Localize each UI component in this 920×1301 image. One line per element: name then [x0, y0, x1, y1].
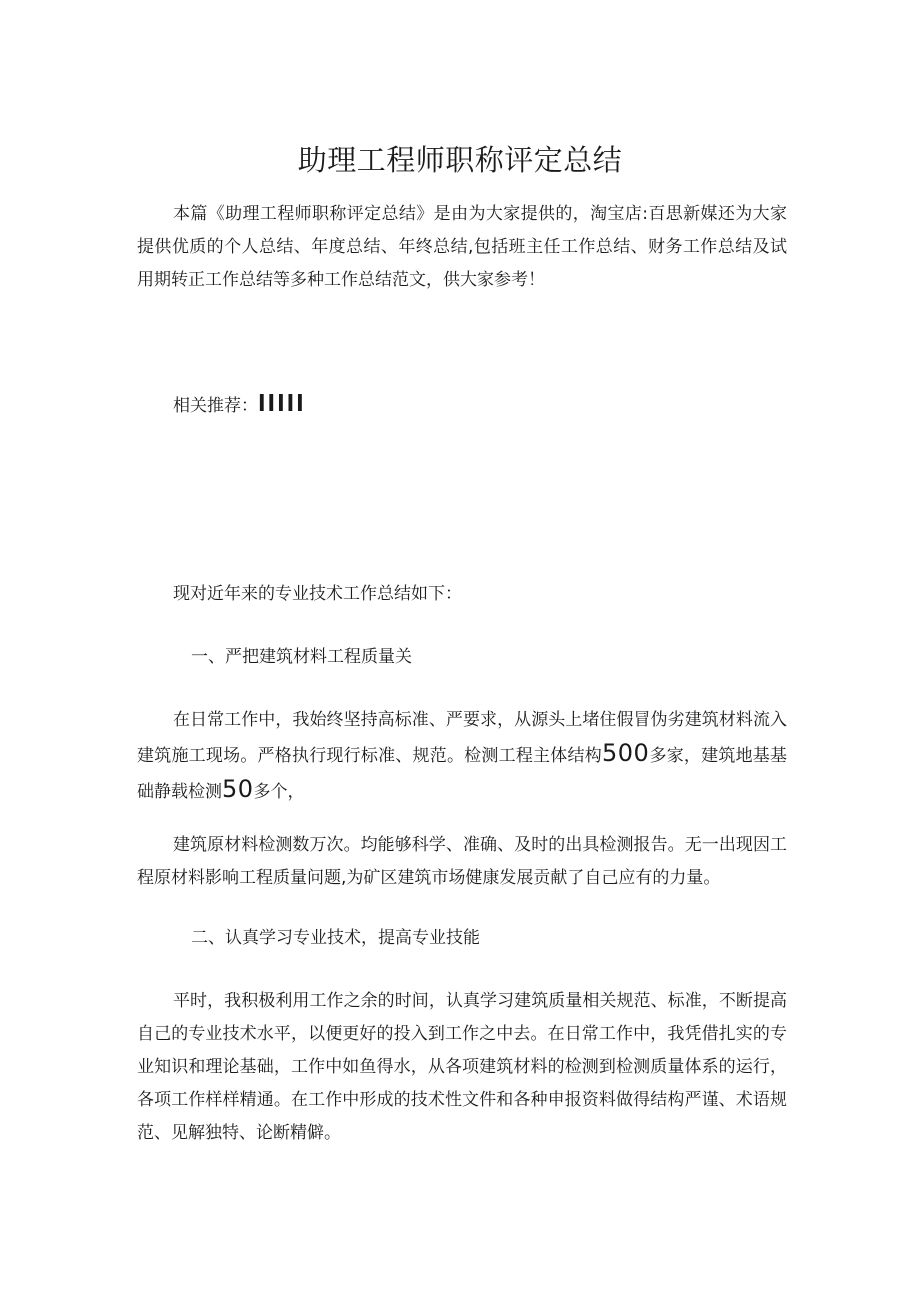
section1-p1-text-a: 在日常工作中，我始终坚持高标准、严要求，从源头上堵住假冒伪劣建筑材料流入建筑施工现场。严格执行现行标准、规范。检测工程主体结构: [137, 710, 787, 766]
section1-heading: 一、严把建筑材料工程质量关: [191, 647, 412, 667]
section2-heading: 二、认真学习专业技术，提高专业技能: [191, 928, 480, 948]
recommend-links[interactable]: lllll: [258, 392, 306, 417]
section1-p1-text-c: 多个，: [253, 782, 305, 802]
recommend-line: [137, 388, 787, 423]
section1-p1-number-50: 50: [222, 775, 254, 803]
document-title: 助理工程师职称评定总结: [297, 143, 623, 177]
intro-paragraph: 本篇《助理工程师职称评定总结》是由为大家提供的，淘宝店:百思新媒还为大家提供优质的个人总结、年度总结、年终总结,包括班主任工作总结、财务工作总结及试用期转正工作总结等多种工作总结范文，供大家参考！: [137, 204, 787, 290]
section1-p1-text-b: 多家，建筑地基基础静载检测: [137, 746, 788, 802]
lead-paragraph: 现对近年来的专业技术工作总结如下：: [173, 584, 462, 604]
recommend-label: 相关推荐：: [173, 396, 258, 416]
section1-paragraph2: 建筑原材料检测数万次。均能够科学、准确、及时的出具检测报告。无一出现因工程原材料影响工程质量问题,为矿区建筑市场健康发展贡献了自己应有的力量。: [137, 835, 787, 888]
section2-paragraph1: 平时，我积极利用工作之余的时间，认真学习建筑质量相关规范、标准，不断提高自己的专业技术水平，以便更好的投入到工作之中去。在日常工作中，我凭借扎实的专业知识和理论基础，工作中如鱼得水，从各项建筑材料的检测到检测质量体系的运行，各项工作样样精通。在工作中形成的技术性文件和各种申报资料做得结构严谨、术语规范、见解独特、论断精僻。: [137, 991, 787, 1143]
section1-paragraph1: [137, 704, 787, 809]
section1-p1-number-500: 500: [601, 739, 650, 767]
